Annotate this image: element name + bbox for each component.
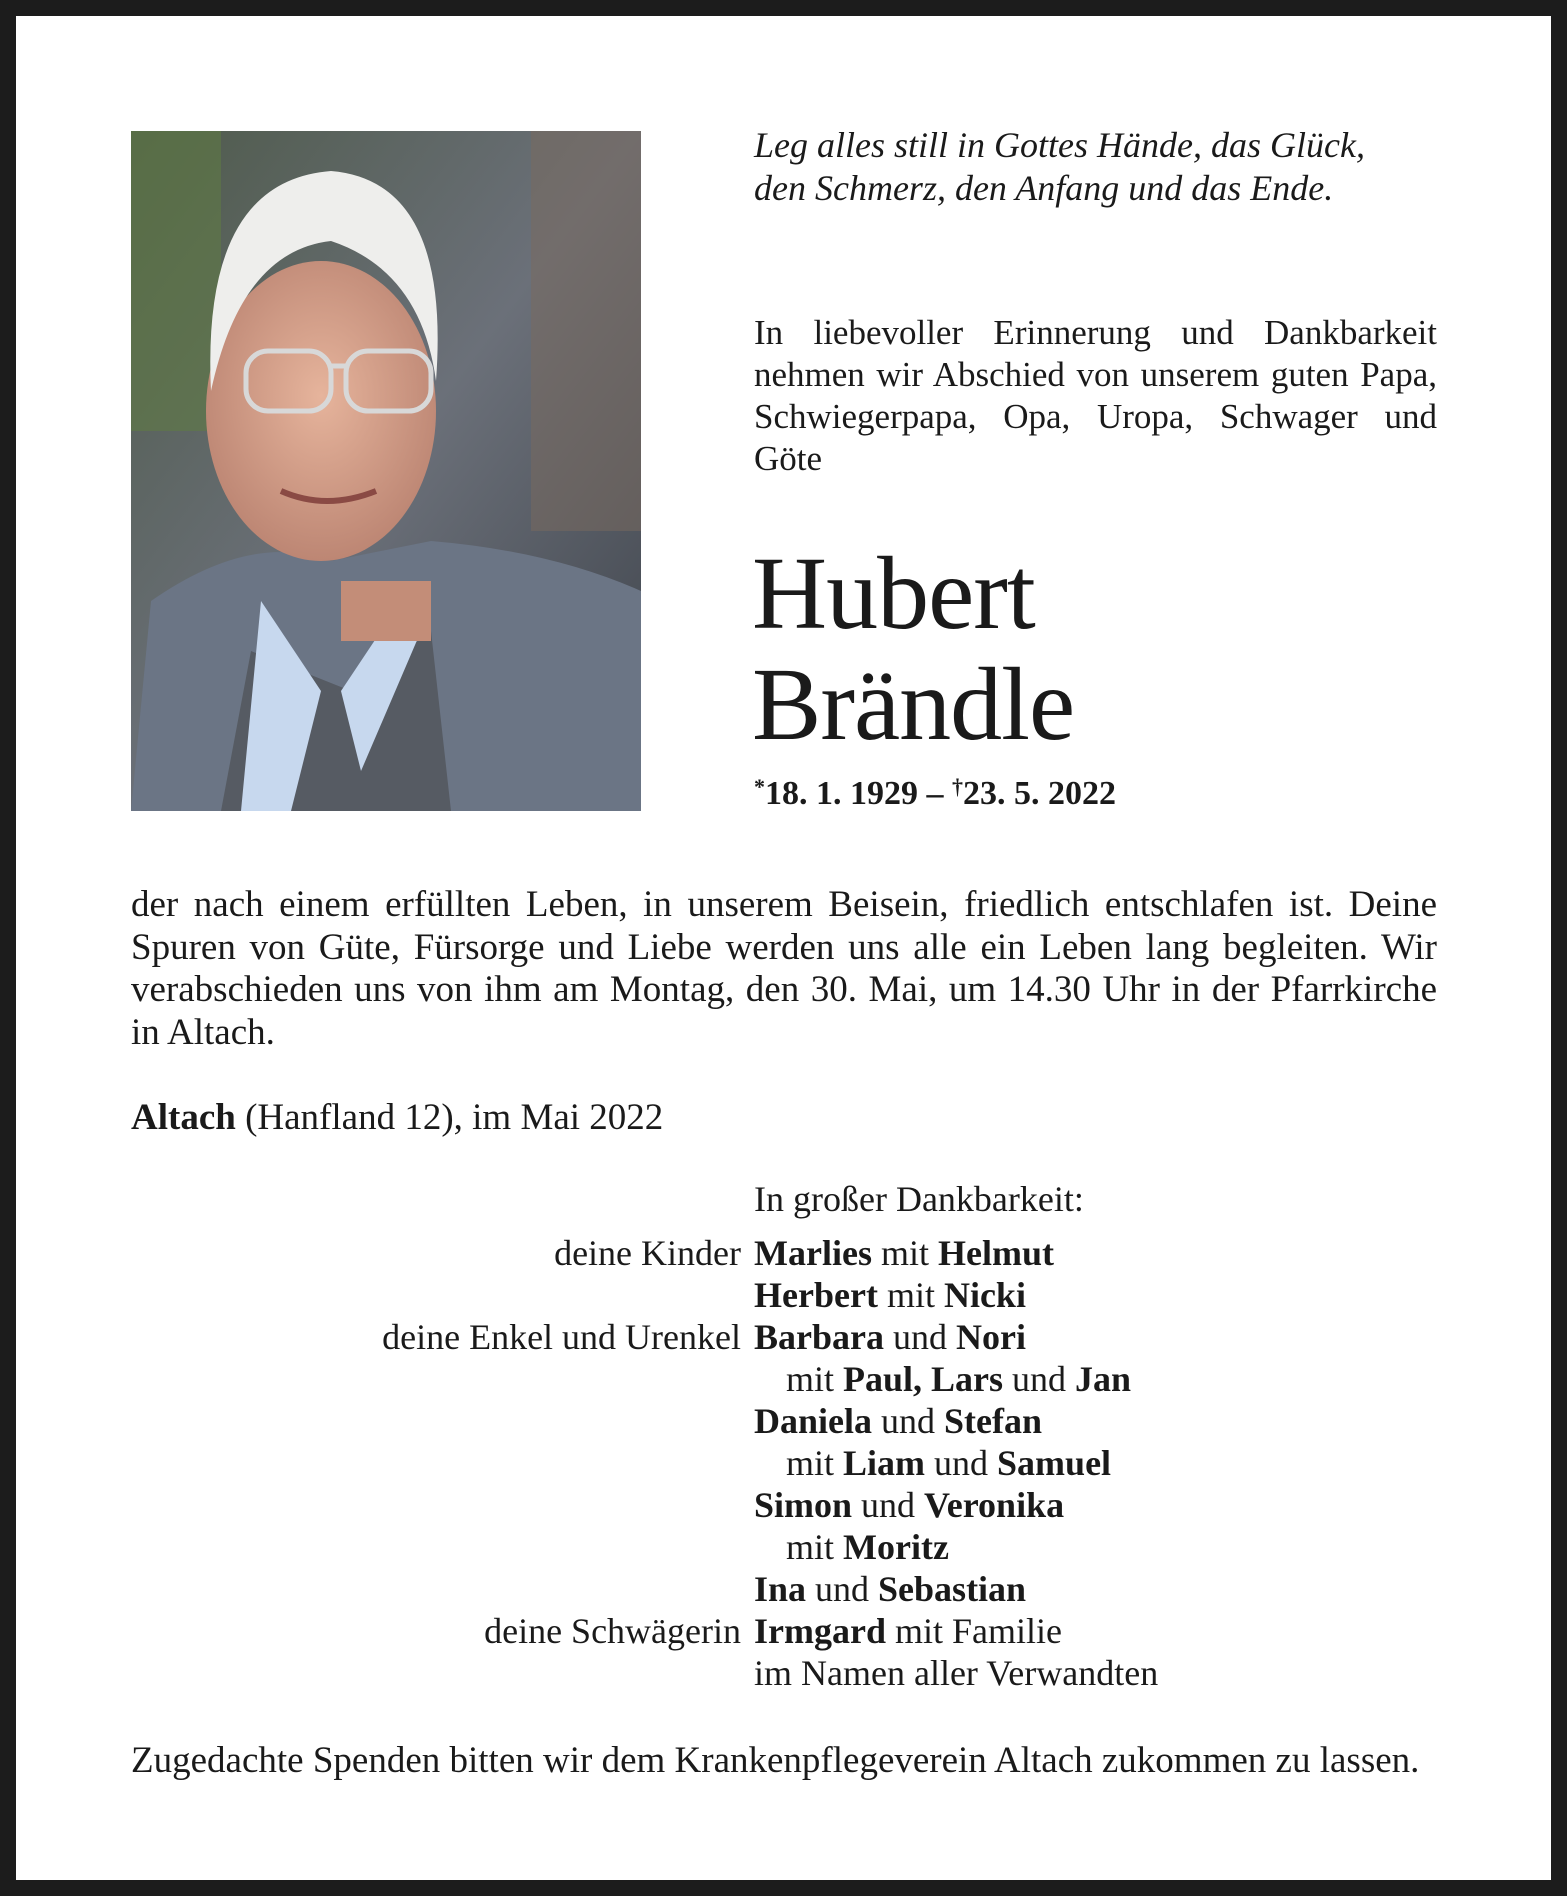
person-name: Herbert [754,1275,878,1315]
relation-label: deine Kinder [554,1233,741,1273]
quote-line: den Schmerz, den Anfang und das Ende. [754,168,1334,208]
connector: im Namen aller Verwandten [754,1653,1159,1693]
date-separator: – [918,775,952,812]
mourner-names [754,1400,1042,1442]
person-name: Jan [1075,1359,1132,1399]
connector: und [925,1443,998,1483]
person-name: Samuel [997,1443,1112,1483]
person-name: Marlies [754,1233,872,1273]
birth-date: 18. 1. 1929 [765,775,918,812]
person-name: Daniela [754,1401,873,1441]
portrait-photo [131,131,641,811]
mourner-row [0,1442,1567,1484]
connector: und [852,1485,925,1525]
mourners-list [0,1232,1567,1694]
mourner-row [0,1274,1567,1316]
person-name: Veronika [924,1485,1065,1525]
mourner-names [754,1232,1054,1274]
person-name: Moritz [843,1527,949,1567]
birth-symbol: * [754,774,765,799]
connector: mit Familie [885,1611,1062,1651]
person-name: Ina [754,1569,807,1609]
body-text: der nach einem erfüllten Leben, in unserem Beisein, friedlich entschlafen ist. Deine Spuren von Güte, Fürsorge und Liebe werden uns alle ein Leben lang begleiten. Wir verabschieden uns von ihm am Montag, den 30. Mai, um 14.30 Uhr in der Pfarrkirche in Altach. [131,884,1437,1053]
connector: und [1003,1359,1076,1399]
death-symbol: † [952,774,963,799]
person-name: Stefan [944,1401,1043,1441]
person-name: Helmut [937,1233,1054,1273]
mourner-row [0,1316,1567,1358]
connector: und [884,1317,956,1357]
life-dates [754,774,1116,813]
person-name: Irmgard [754,1611,886,1651]
connector: mit [786,1527,844,1567]
mourner-row [0,1526,1567,1568]
place-rest: (Hanfland 12), im Mai 2022 [235,1097,664,1138]
mourner-names [754,1652,1158,1694]
person-name: Simon [754,1485,853,1525]
donation-note: Zugedachte Spenden bitten wir dem Krankenpflegeverein Altach zukommen zu lassen. [131,1740,1420,1781]
connector: mit [871,1233,938,1273]
death-date: 23. 5. 2022 [963,775,1116,812]
mourner-row [0,1568,1567,1610]
person-name: Nori [956,1317,1026,1357]
person-name: Sebastian [878,1569,1027,1609]
person-name: Barbara [754,1317,884,1357]
connector: mit [786,1359,844,1399]
mourner-names [786,1442,1111,1484]
mourner-row [0,1484,1567,1526]
thanks-heading: In großer Dankbarkeit: [754,1179,1084,1219]
person-name: Paul, Lars [843,1359,1004,1399]
last-name: Brändle [752,647,1075,762]
mourner-names [754,1568,1026,1610]
mourner-row [0,1358,1567,1400]
connector: mit [786,1443,844,1483]
first-name: Hubert [752,536,1035,651]
mourner-names [786,1358,1131,1400]
quote-line: Leg alles still in Gottes Hände, das Glück, [754,125,1365,165]
mourner-names [754,1316,1026,1358]
person-name: Liam [843,1443,926,1483]
connector: und [806,1569,879,1609]
mourner-row [0,1652,1567,1694]
mourner-row [0,1400,1567,1442]
relation-label: deine Schwägerin [484,1611,741,1651]
mourner-names [754,1610,1062,1652]
mourner-names [754,1484,1064,1526]
city: Altach [131,1097,236,1138]
place-date [131,1096,663,1139]
relation-label: deine Enkel und Urenkel [382,1317,741,1357]
intro-text: In liebevoller Erinnerung und Dankbarkeit nehmen wir Abschied von unserem guten Papa, Schwiegerpapa, Opa, Uropa, Schwager und Göte [754,313,1437,478]
quote [754,124,1454,210]
mourner-names [754,1274,1026,1316]
mourner-row [0,1232,1567,1274]
deceased-name [752,538,1074,760]
person-name: Nicki [943,1275,1026,1315]
mourner-row [0,1610,1567,1652]
connector: mit [877,1275,944,1315]
mourner-names [786,1526,949,1568]
connector: und [872,1401,945,1441]
